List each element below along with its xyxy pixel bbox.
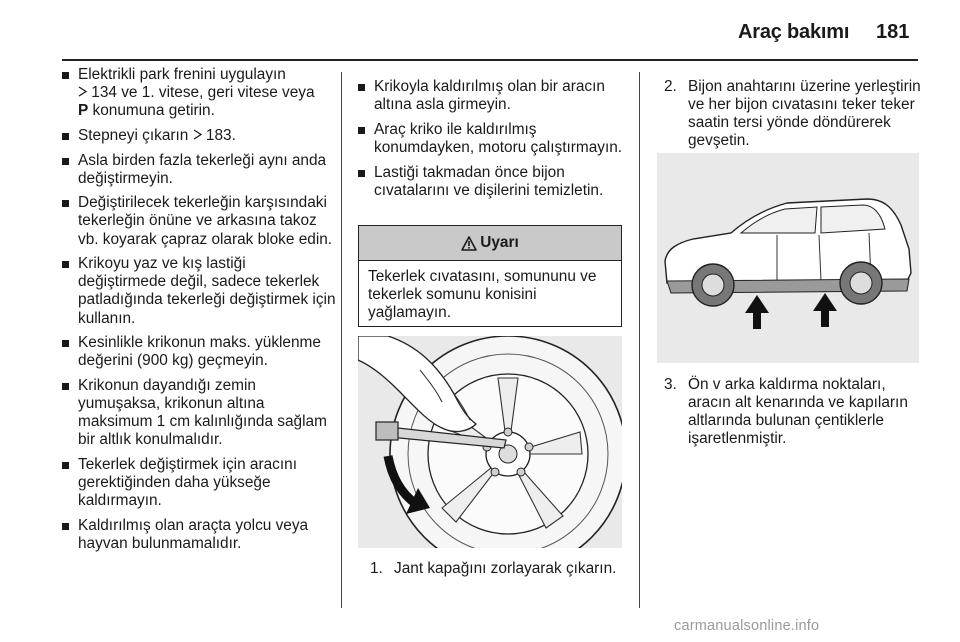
step-2: [664, 78, 926, 150]
list-item: Asla birden fazla tekerleği aynı anda değiştirmeyin.: [62, 152, 337, 188]
bullet-icon: [358, 84, 365, 91]
list-item: Elektrikli park frenini uygulayın 134 ve 1. vitese, geri vitese veya P konumuna getirin.: [62, 66, 337, 120]
left-column: [62, 66, 337, 560]
numbered-step: [664, 78, 926, 150]
list-item: Stepneyi çıkarın 183.: [62, 127, 337, 145]
numbered-step: [664, 376, 926, 448]
header-divider: [62, 59, 918, 61]
list-item: Tekerlek değiştirmek için aracını gerektiğinden daha yükseğe kaldırmayın.: [62, 456, 337, 510]
car-lifting-points-illustration: [657, 153, 919, 363]
car-illustration-svg: [657, 153, 919, 363]
bullet-icon: [62, 523, 69, 530]
step-number: 2.: [664, 78, 677, 95]
list-item: Krikonun dayandığı zemin yumuşaksa, krikonun altına maksimum 1 cm kalınlığında sağlam bir altlık konulmalıdır.: [62, 377, 337, 449]
warning-box: [358, 225, 622, 327]
bullet-icon: [62, 133, 69, 140]
list-item: Kaldırılmış olan araçta yolcu veya hayvan bulunmamalıdır.: [62, 517, 337, 553]
warning-title: Uyarı: [480, 234, 519, 251]
wheel-cover-removal-illustration: [358, 336, 622, 548]
list-item: Krikoyla kaldırılmış olan bir aracın altına asla girmeyin.: [358, 78, 628, 114]
step-3: [664, 376, 926, 448]
gear-position-p: P: [78, 102, 89, 120]
precaution-list: [62, 66, 337, 553]
bullet-icon: [62, 200, 69, 207]
bullet-icon: [62, 340, 69, 347]
page-number: 181: [876, 21, 910, 43]
list-item: Kesinlikle krikonun maks. yüklenme değerini (900 kg) geçmeyin.: [62, 334, 337, 370]
bullet-icon: [358, 127, 365, 134]
bullet-icon: [62, 462, 69, 469]
precaution-list-2: [358, 78, 628, 200]
cross-reference-arrow-icon[interactable]: [193, 129, 202, 140]
wheel-illustration-svg: [358, 336, 622, 548]
list-item: Krikoyu yaz ve kış lastiği değiştirmede değil, sadece tekerlek patladığında tekerleği değiştirmek için kullanın.: [62, 255, 337, 327]
warning-header: [359, 226, 621, 261]
bullet-icon: [62, 72, 69, 79]
section-title: Araç bakımı: [738, 21, 850, 43]
bullet-icon: [62, 158, 69, 165]
bullet-icon: [62, 261, 69, 268]
numbered-step: [370, 560, 630, 578]
step-number: 3.: [664, 376, 677, 393]
step-text: Bijon anahtarını üzerine yerleştirin ve her bijon cıvatasını teker teker saatin tersi yönde döndürerek gevşetin.: [688, 78, 921, 150]
watermark: carmanualsonline.info: [674, 618, 820, 634]
bullet-icon: [358, 170, 365, 177]
cross-reference-arrow-icon[interactable]: [78, 86, 87, 97]
list-item: Araç kriko ile kaldırılmış konumdayken, motoru çalıştırmayın.: [358, 121, 628, 157]
column-divider-left: [341, 72, 342, 608]
step-text: Ön v arka kaldırma noktaları, aracın alt kenarında ve kapıların altlarında bulunan çentiklerle işaretlenmiştir.: [688, 376, 908, 448]
list-item: Değiştirilecek tekerleğin karşısındaki tekerleğin önüne ve arkasına takoz vb. koyarak çapraz olarak bloke edin.: [62, 194, 337, 248]
warning-triangle-icon: [461, 236, 477, 251]
column-divider-right: [639, 72, 640, 608]
step-number: 1.: [370, 560, 383, 577]
warning-text: Tekerlek cıvatasını, somununu ve tekerlek somunu konisini yağlamayın.: [368, 268, 597, 322]
list-item: Lastiği takmadan önce bijon cıvatalarını ve dişilerini temizletin.: [358, 164, 628, 200]
middle-column: [358, 78, 628, 206]
step-text: Jant kapağını zorlayarak çıkarın.: [394, 560, 617, 577]
bullet-icon: [62, 383, 69, 390]
step-1: [370, 560, 630, 578]
